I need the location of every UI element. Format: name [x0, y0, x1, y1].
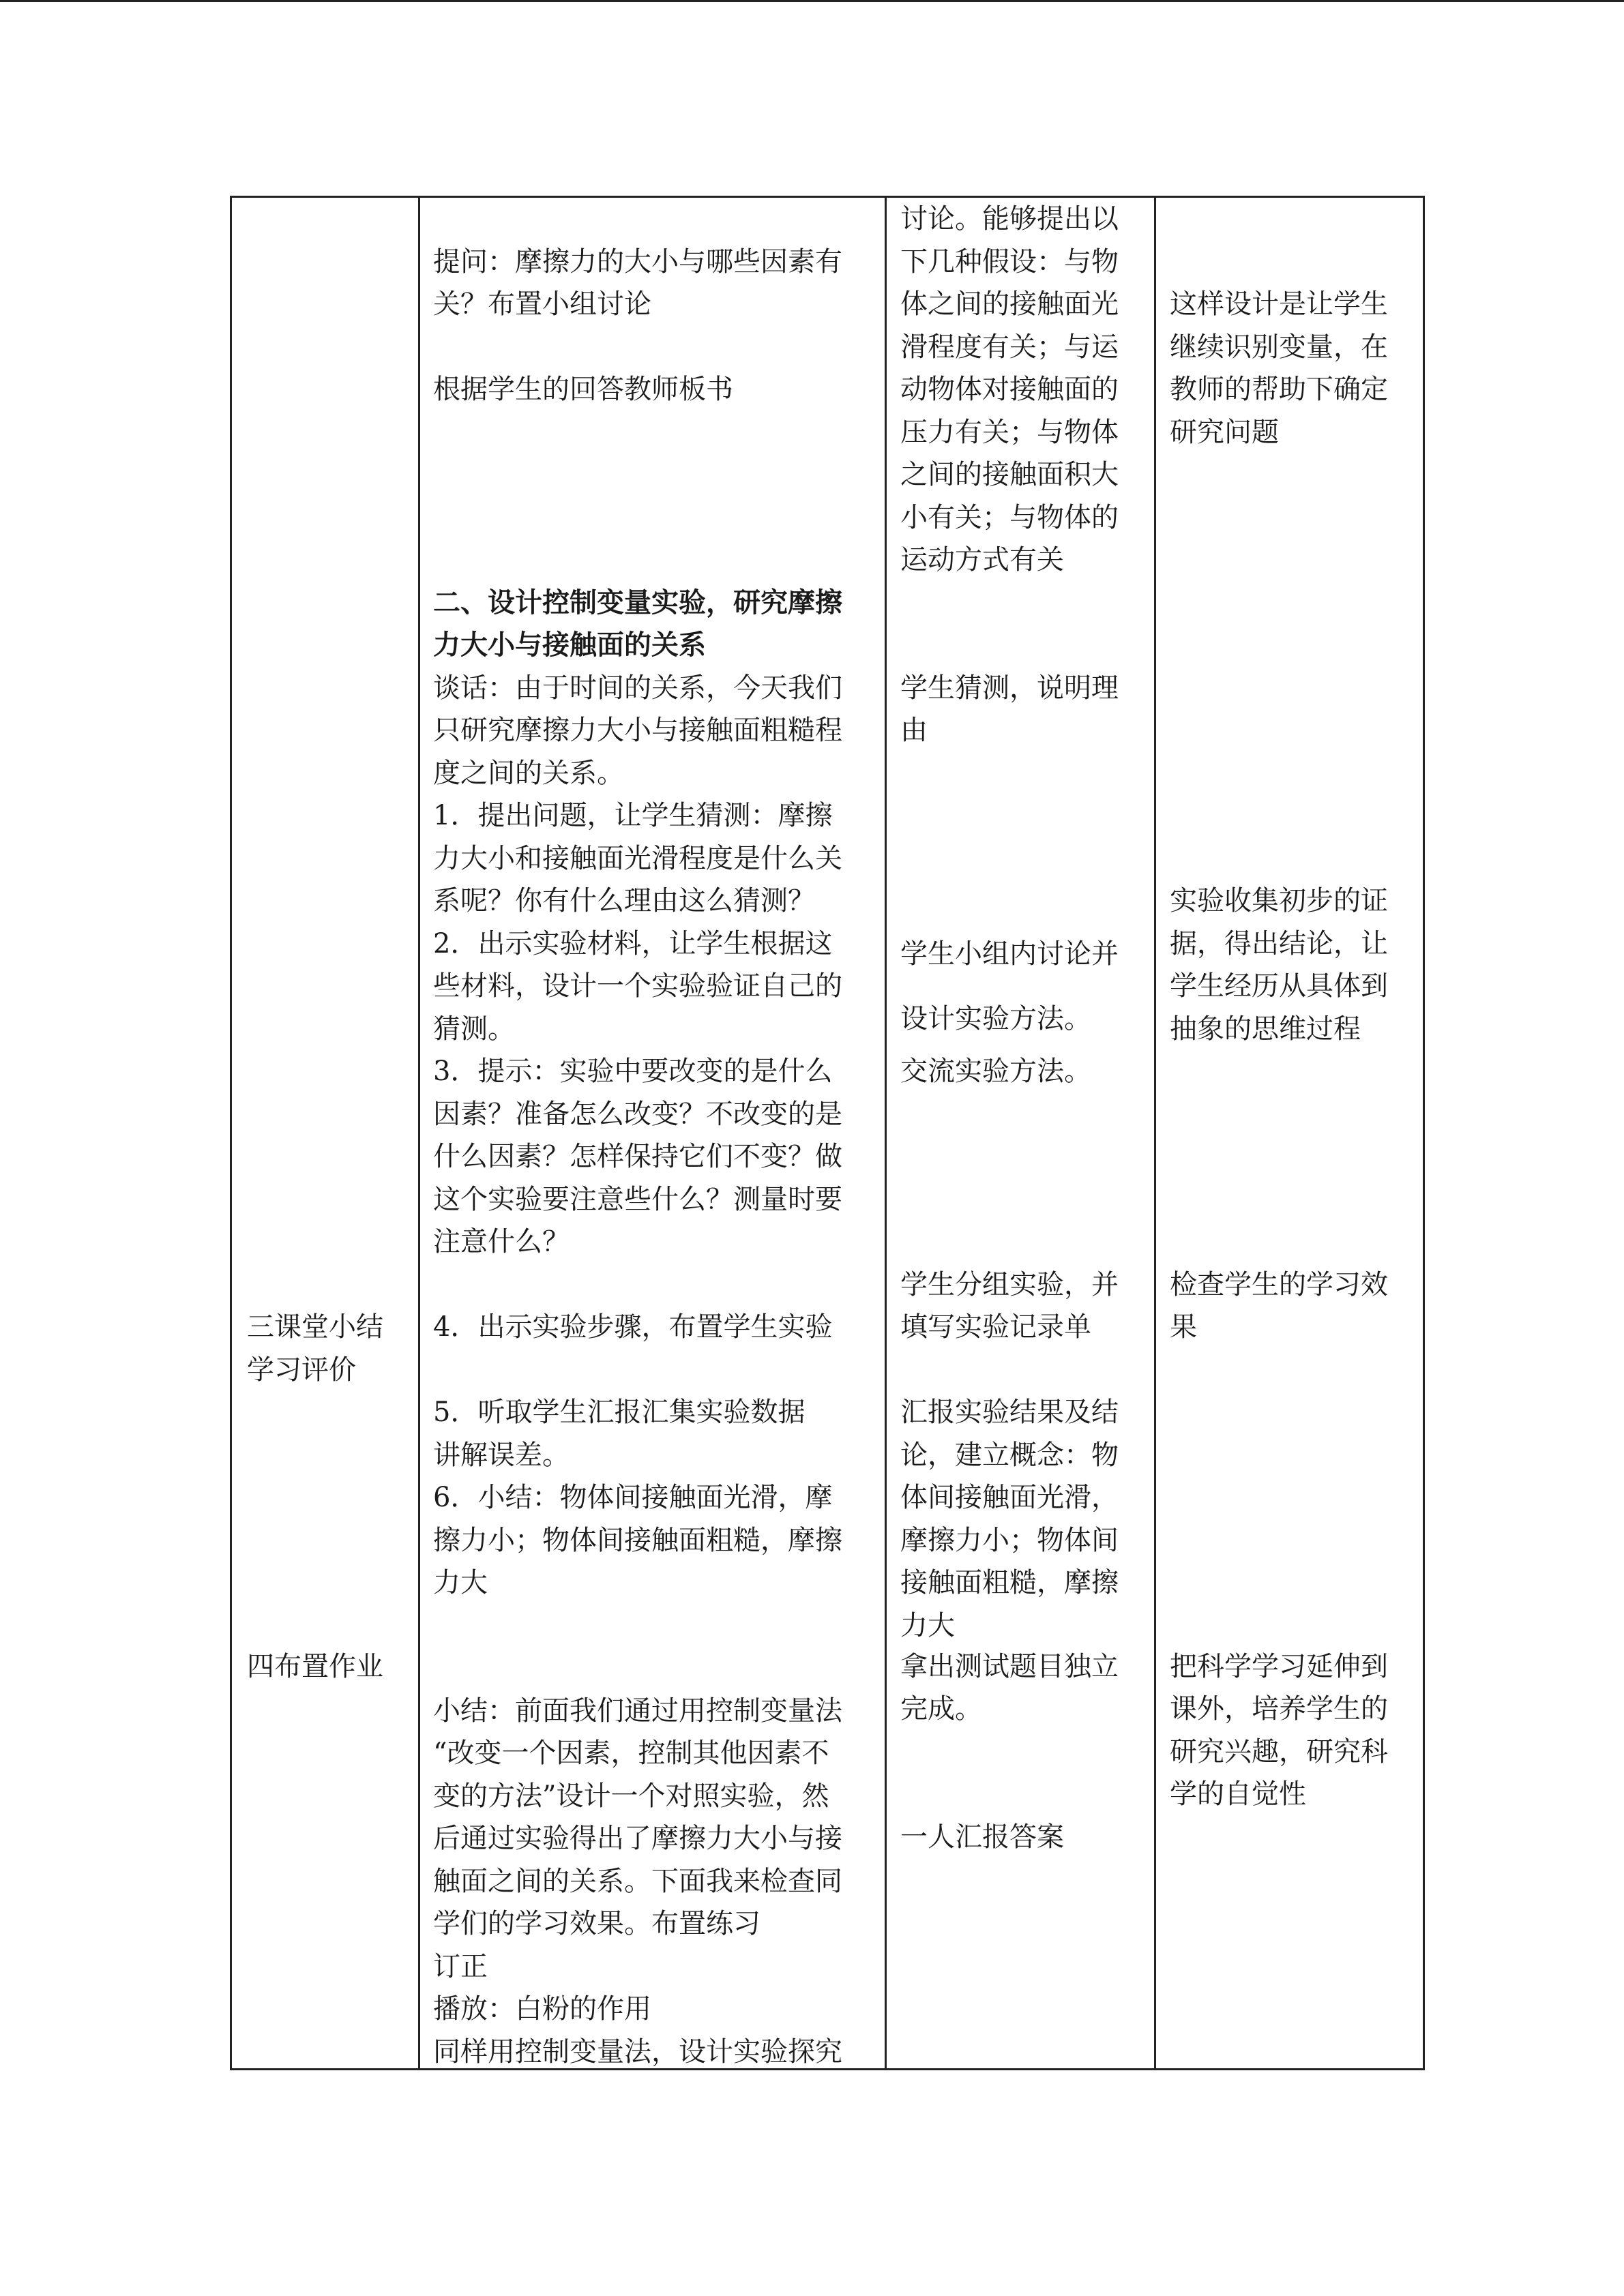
- col4-text-line: 学的自觉性: [1170, 1778, 1306, 1810]
- col2-text-line: 力大小与接触面的关系: [433, 629, 706, 661]
- col4-text-line: 教师的帮助下确定: [1170, 374, 1388, 405]
- col3-text-line: 论，建立概念：物: [900, 1440, 1119, 1471]
- col2-text-line: 2．出示实验材料，让学生根据这: [433, 928, 833, 959]
- col1-text-line: 四布置作业: [247, 1651, 383, 1682]
- col3-text-line: 由: [900, 715, 928, 746]
- col2-text-line: “改变一个因素，控制其他因素不: [433, 1738, 829, 1769]
- col2-text-line: 小结：前面我们通过用控制变量法: [433, 1695, 842, 1727]
- col3-text-line: 设计实验方法。: [900, 1003, 1091, 1034]
- col2-text-line: 擦力小；物体间接触面粗糙，摩擦: [433, 1525, 842, 1556]
- col4-text-line: 检查学生的学习效: [1170, 1269, 1388, 1300]
- col3-text-line: 交流实验方法。: [900, 1056, 1091, 1087]
- col2-text-line: 系呢？你有什么理由这么猜测？: [433, 885, 815, 916]
- col4-text-line: 继续识别变量，在: [1170, 331, 1388, 363]
- column-divider-1: [418, 198, 420, 2068]
- column-divider-3: [1154, 198, 1156, 2068]
- col3-text-line: 体间接触面光滑，: [900, 1482, 1119, 1513]
- col3-text-line: 体之间的接触面光: [900, 288, 1119, 320]
- col3-text-line: 讨论。能够提出以: [900, 203, 1119, 235]
- col4-text-line: 果: [1170, 1311, 1197, 1343]
- col2-text-line: 触面之间的关系。下面我来检查同: [433, 1866, 842, 1897]
- col3-text-line: 之间的接触面积大: [900, 459, 1119, 490]
- col3-text-line: 学生分组实验，并: [900, 1269, 1119, 1300]
- col3-text-line: 汇报实验结果及结: [900, 1397, 1119, 1428]
- col2-text-line: 4．出示实验步骤，布置学生实验: [433, 1311, 833, 1343]
- col2-text-line: 注意什么？: [433, 1226, 570, 1257]
- col4-text-line: 学生经历从具体到: [1170, 970, 1388, 1002]
- page-top-border: [0, 0, 1624, 2]
- col1-text-line: 学习评价: [247, 1354, 356, 1386]
- col2-text-line: 学们的学习效果。布置练习: [433, 1908, 761, 1939]
- col2-text-line: 二、设计控制变量实验，研究摩擦: [433, 586, 842, 618]
- col3-text-line: 运动方式有关: [900, 544, 1064, 576]
- col3-text-line: 学生小组内讨论并: [900, 938, 1119, 970]
- col3-text-line: 一人汇报答案: [900, 1821, 1064, 1853]
- col2-text-line: 6．小结：物体间接触面光滑，摩: [433, 1482, 833, 1513]
- col4-text-line: 研究问题: [1170, 417, 1279, 448]
- col3-text-line: 完成。: [900, 1693, 982, 1725]
- col2-text-line: 猜测。: [433, 1013, 515, 1045]
- col3-text-line: 接触面粗糙，摩擦: [900, 1567, 1119, 1598]
- col4-text-line: 实验收集初步的证: [1170, 885, 1388, 916]
- col2-text-line: 5．听取学生汇报汇集实验数据: [433, 1397, 806, 1428]
- col3-text-line: 填写实验记录单: [900, 1311, 1091, 1343]
- col2-text-line: 变的方法”设计一个对照实验，然: [433, 1780, 829, 1812]
- col2-text-line: 后通过实验得出了摩擦力大小与接: [433, 1823, 842, 1854]
- col4-text-line: 课外，培养学生的: [1170, 1693, 1388, 1725]
- col2-text-line: 谈话：由于时间的关系，今天我们: [433, 672, 842, 704]
- col2-text-line: 只研究摩擦力大小与接触面粗糙程: [433, 715, 842, 746]
- col2-text-line: 根据学生的回答教师板书: [433, 374, 733, 405]
- col2-text-line: 度之间的关系。: [433, 758, 624, 789]
- col2-text-line: 提问：摩擦力的大小与哪些因素有: [433, 246, 842, 278]
- col2-text-line: 些材料，设计一个实验验证自己的: [433, 970, 842, 1002]
- col3-text-line: 力大: [900, 1610, 955, 1641]
- column-divider-2: [885, 198, 887, 2068]
- col1-text-line: 三课堂小结: [247, 1311, 383, 1343]
- col4-text-line: 把科学学习延伸到: [1170, 1651, 1388, 1682]
- col2-text-line: 3．提示：实验中要改变的是什么: [433, 1056, 833, 1087]
- col2-text-line: 力大: [433, 1567, 488, 1598]
- col3-text-line: 摩擦力小；物体间: [900, 1525, 1119, 1556]
- col4-text-line: 这样设计是让学生: [1170, 288, 1388, 320]
- col3-text-line: 下几种假设：与物: [900, 246, 1119, 278]
- col3-text-line: 动物体对接触面的: [900, 374, 1119, 405]
- col2-text-line: 力大小和接触面光滑程度是什么关: [433, 843, 842, 874]
- col3-text-line: 滑程度有关；与运: [900, 331, 1119, 363]
- col4-text-line: 研究兴趣，研究科: [1170, 1736, 1388, 1768]
- col3-text-line: 压力有关；与物体: [900, 417, 1119, 448]
- col2-text-line: 关？布置小组讨论: [433, 288, 651, 320]
- col3-text-line: 拿出测试题目独立: [900, 1651, 1119, 1682]
- col4-text-line: 据，得出结论，让: [1170, 928, 1388, 959]
- col2-text-line: 什么因素？怎样保持它们不变？做: [433, 1141, 842, 1172]
- col2-text-line: 因素？准备怎么改变？不改变的是: [433, 1099, 842, 1130]
- col3-text-line: 学生猜测，说明理: [900, 672, 1119, 704]
- col2-text-line: 订正: [433, 1951, 488, 1982]
- col2-text-line: 1．提出问题，让学生猜测：摩擦: [433, 800, 833, 831]
- col3-text-line: 小有关；与物体的: [900, 502, 1119, 533]
- col2-text-line: 这个实验要注意些什么？测量时要: [433, 1184, 842, 1215]
- col2-text-line: 播放：白粉的作用: [433, 1993, 651, 2025]
- col2-text-line: 同样用控制变量法，设计实验探究: [433, 2036, 842, 2068]
- col4-text-line: 抽象的思维过程: [1170, 1013, 1361, 1045]
- col2-text-line: 讲解误差。: [433, 1440, 570, 1471]
